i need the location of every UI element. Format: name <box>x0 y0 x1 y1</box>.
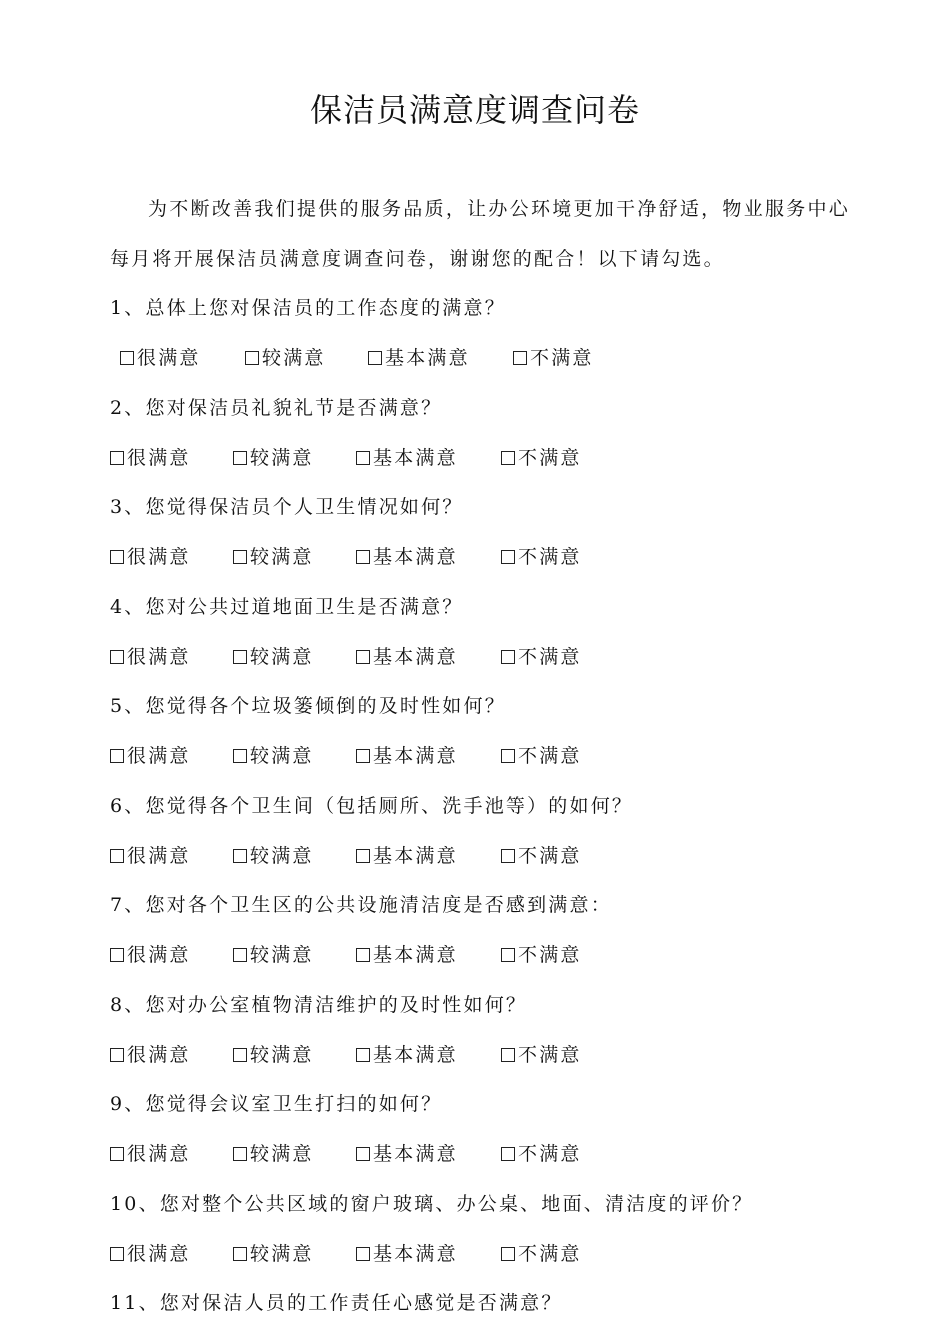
checkbox-icon[interactable] <box>233 849 247 863</box>
checkbox-icon[interactable] <box>501 1147 515 1161</box>
option-basically-satisfied[interactable]: 基本满意 <box>356 1040 458 1070</box>
checkbox-icon[interactable] <box>120 351 134 365</box>
checkbox-icon[interactable] <box>356 1147 370 1161</box>
checkbox-icon[interactable] <box>356 1048 370 1062</box>
checkbox-icon[interactable] <box>356 1247 370 1261</box>
checkbox-icon[interactable] <box>501 1247 515 1261</box>
checkbox-icon[interactable] <box>110 650 124 664</box>
options-row-10 <box>110 1239 870 1269</box>
checkbox-icon[interactable] <box>501 849 515 863</box>
option-not-satisfied[interactable]: 不满意 <box>501 1239 582 1269</box>
checkbox-icon[interactable] <box>233 1247 247 1261</box>
checkbox-icon[interactable] <box>501 550 515 564</box>
option-very-satisfied[interactable]: 很满意 <box>110 642 191 672</box>
options-row-8 <box>110 1040 870 1070</box>
option-very-satisfied[interactable]: 很满意 <box>120 343 201 373</box>
options-row-6 <box>110 841 870 871</box>
question-3: 3、您觉得保洁员个人卫生情况如何？ <box>110 496 464 518</box>
checkbox-icon[interactable] <box>110 749 124 763</box>
checkbox-icon[interactable] <box>110 1247 124 1261</box>
checkbox-icon[interactable] <box>233 948 247 962</box>
option-basically-satisfied[interactable]: 基本满意 <box>356 642 458 672</box>
option-fairly-satisfied[interactable]: 较满意 <box>233 443 314 473</box>
checkbox-icon[interactable] <box>501 749 515 763</box>
options-row-5 <box>110 741 870 771</box>
option-very-satisfied[interactable]: 很满意 <box>110 542 191 572</box>
question-8: 8、您对办公室植物清洁维护的及时性如何？ <box>110 994 528 1016</box>
option-fairly-satisfied[interactable]: 较满意 <box>233 642 314 672</box>
option-very-satisfied[interactable]: 很满意 <box>110 940 191 970</box>
option-basically-satisfied[interactable]: 基本满意 <box>356 1239 458 1269</box>
option-very-satisfied[interactable]: 很满意 <box>110 741 191 771</box>
checkbox-icon[interactable] <box>501 650 515 664</box>
option-fairly-satisfied[interactable]: 较满意 <box>233 542 314 572</box>
option-fairly-satisfied[interactable]: 较满意 <box>233 741 314 771</box>
question-1: 1、总体上您对保洁员的工作态度的满意？ <box>110 297 506 319</box>
option-fairly-satisfied[interactable]: 较满意 <box>233 1139 314 1169</box>
checkbox-icon[interactable] <box>110 550 124 564</box>
options-row-9 <box>110 1139 870 1169</box>
option-fairly-satisfied[interactable]: 较满意 <box>233 841 314 871</box>
option-basically-satisfied[interactable]: 基本满意 <box>356 443 458 473</box>
option-very-satisfied[interactable]: 很满意 <box>110 1040 191 1070</box>
option-not-satisfied[interactable]: 不满意 <box>501 642 582 672</box>
page-title: 保洁员满意度调查问卷 <box>309 91 640 129</box>
checkbox-icon[interactable] <box>356 948 370 962</box>
option-not-satisfied[interactable]: 不满意 <box>501 443 582 473</box>
option-basically-satisfied[interactable]: 基本满意 <box>368 343 470 373</box>
checkbox-icon[interactable] <box>110 451 124 465</box>
question-2: 2、您对保洁员礼貌礼节是否满意？ <box>110 397 443 419</box>
checkbox-icon[interactable] <box>501 451 515 465</box>
option-not-satisfied[interactable]: 不满意 <box>513 343 594 373</box>
options-row-7 <box>110 940 870 970</box>
option-very-satisfied[interactable]: 很满意 <box>110 1139 191 1169</box>
checkbox-icon[interactable] <box>245 351 259 365</box>
checkbox-icon[interactable] <box>501 948 515 962</box>
question-6: 6、您觉得各个卫生间（包括厕所、洗手池等）的如何？ <box>110 795 634 817</box>
intro-paragraph: 为不断改善我们提供的服务品质，让办公环境更加干净舒适，物业服务中心每月将开展保洁员满意度调查问卷，谢谢您的配合！以下请勾选。 <box>110 198 850 270</box>
options-row-4 <box>110 642 870 672</box>
checkbox-icon[interactable] <box>233 1048 247 1062</box>
question-11: 11、您对保洁人员的工作责任心感觉是否满意？ <box>110 1292 563 1314</box>
checkbox-icon[interactable] <box>356 749 370 763</box>
options-row-1 <box>120 343 880 373</box>
question-9: 9、您觉得会议室卫生打扫的如何？ <box>110 1093 443 1115</box>
checkbox-icon[interactable] <box>233 550 247 564</box>
checkbox-icon[interactable] <box>513 351 527 365</box>
option-very-satisfied[interactable]: 很满意 <box>110 443 191 473</box>
checkbox-icon[interactable] <box>356 451 370 465</box>
option-not-satisfied[interactable]: 不满意 <box>501 841 582 871</box>
checkbox-icon[interactable] <box>356 550 370 564</box>
checkbox-icon[interactable] <box>501 1048 515 1062</box>
checkbox-icon[interactable] <box>110 1048 124 1062</box>
checkbox-icon[interactable] <box>110 1147 124 1161</box>
option-not-satisfied[interactable]: 不满意 <box>501 940 582 970</box>
option-not-satisfied[interactable]: 不满意 <box>501 1040 582 1070</box>
question-7: 7、您对各个卫生区的公共设施清洁度是否感到满意： <box>110 894 612 916</box>
checkbox-icon[interactable] <box>110 948 124 962</box>
option-fairly-satisfied[interactable]: 较满意 <box>233 1239 314 1269</box>
checkbox-icon[interactable] <box>233 1147 247 1161</box>
option-basically-satisfied[interactable]: 基本满意 <box>356 940 458 970</box>
checkbox-icon[interactable] <box>356 650 370 664</box>
option-not-satisfied[interactable]: 不满意 <box>501 542 582 572</box>
question-10: 10、您对整个公共区域的窗户玻璃、办公桌、地面、清洁度的评价？ <box>110 1193 754 1215</box>
checkbox-icon[interactable] <box>110 849 124 863</box>
option-not-satisfied[interactable]: 不满意 <box>501 741 582 771</box>
option-basically-satisfied[interactable]: 基本满意 <box>356 542 458 572</box>
option-fairly-satisfied[interactable]: 较满意 <box>233 1040 314 1070</box>
checkbox-icon[interactable] <box>233 650 247 664</box>
checkbox-icon[interactable] <box>233 749 247 763</box>
option-not-satisfied[interactable]: 不满意 <box>501 1139 582 1169</box>
option-very-satisfied[interactable]: 很满意 <box>110 1239 191 1269</box>
options-row-3 <box>110 542 870 572</box>
question-4: 4、您对公共过道地面卫生是否满意？ <box>110 596 464 618</box>
option-fairly-satisfied[interactable]: 较满意 <box>233 940 314 970</box>
options-row-2 <box>110 443 870 473</box>
option-basically-satisfied[interactable]: 基本满意 <box>356 741 458 771</box>
option-basically-satisfied[interactable]: 基本满意 <box>356 841 458 871</box>
checkbox-icon[interactable] <box>233 451 247 465</box>
option-very-satisfied[interactable]: 很满意 <box>110 841 191 871</box>
checkbox-icon[interactable] <box>368 351 382 365</box>
checkbox-icon[interactable] <box>356 849 370 863</box>
question-5: 5、您觉得各个垃圾篓倾倒的及时性如何？ <box>110 695 506 717</box>
option-basically-satisfied[interactable]: 基本满意 <box>356 1139 458 1169</box>
option-fairly-satisfied[interactable]: 较满意 <box>245 343 326 373</box>
